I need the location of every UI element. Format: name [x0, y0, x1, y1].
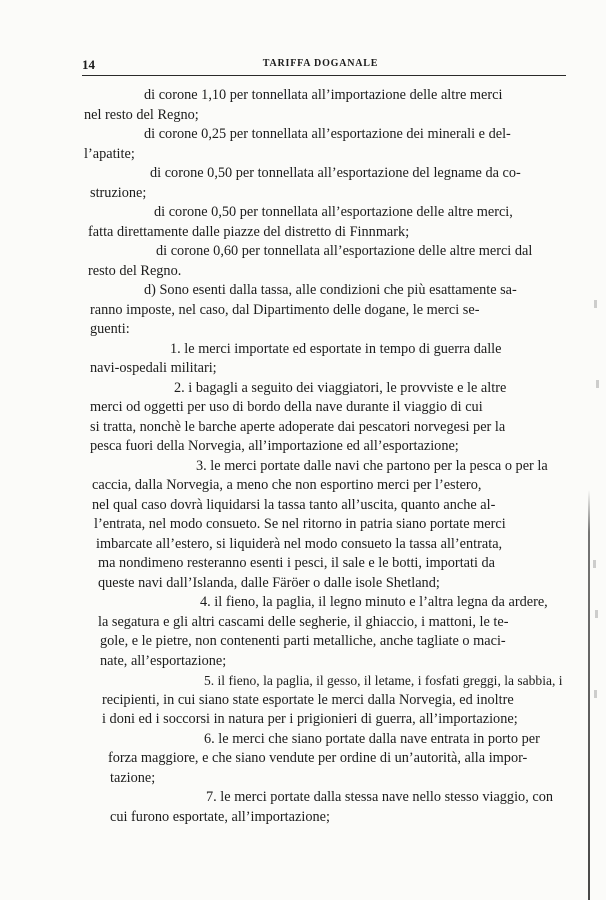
text-line: queste navi dall’Islanda, dalle Färöer o dalle isole Shetland;	[98, 574, 440, 591]
page-number: 14	[82, 57, 95, 72]
text-line: di corone 0,50 per tonnellata all’esportazione delle altre merci,	[154, 204, 513, 220]
text-line: pesca fuori della Norvegia, all’importazione ed all’esportazione;	[90, 438, 459, 454]
text-line: ranno imposte, nel caso, dal Dipartimento delle dogane, le merci se-	[90, 301, 480, 318]
text-line: navi-ospedali militari;	[90, 360, 217, 376]
text-line: la segatura e gli altri cascami delle segherie, il ghiaccio, i mattoni, le te-	[98, 613, 509, 630]
text-line: imbarcate all’estero, si liquiderà nel modo consueto la tassa all’entrata,	[96, 535, 503, 552]
text-line: ma nondimeno resteranno esenti i pesci, il sale e le botti, importati da	[98, 555, 496, 571]
text-line: cui furono esportate, all’importazione;	[110, 808, 330, 825]
body-text	[84, 86, 568, 827]
scan-speck	[593, 560, 596, 568]
text-line: 5. il fieno, la paglia, il gesso, il letame, i fosfati greggi, la sabbia, i	[204, 673, 563, 688]
text-line: di corone 1,10 per tonnellata all’importazione delle altre merci	[144, 87, 503, 103]
page-header	[82, 57, 559, 73]
text-line: merci od oggetti per uso di bordo della nave durante il viaggio di cui	[90, 399, 483, 415]
text-line: 7. le merci portate dalla stessa nave nello stesso viaggio, con	[206, 789, 553, 805]
text-line: nel qual caso dovrà liquidarsi la tassa tanto all’uscita, quanto anche al-	[92, 496, 496, 513]
text-line: l’entrata, nel modo consueto. Se nel ritorno in patria siano portate merci	[94, 516, 506, 532]
scan-speck	[594, 300, 597, 308]
text-line: d) Sono esenti dalla tassa, alle condizioni che più esattamente sa-	[144, 282, 517, 298]
text-line: l’apatite;	[84, 145, 135, 162]
text-line: di corone 0,60 per tonnellata all’esportazione delle altre merci dal	[156, 243, 533, 259]
scan-speck	[594, 690, 597, 698]
text-line: nel resto del Regno;	[84, 106, 199, 123]
text-line: caccia, dalla Norvegia, a meno che non esportino merci per l’estero,	[92, 477, 482, 493]
text-line: guenti:	[90, 321, 130, 337]
text-line: forza maggiore, e che siano vendute per ordine di un’autorità, alla impor-	[108, 750, 528, 766]
text-line: i doni ed i soccorsi in natura per i prigionieri di guerra, all’importazione;	[102, 711, 518, 727]
text-line: 1. le merci importate ed esportate in tempo di guerra dalle	[170, 340, 502, 357]
text-line: fatta direttamente dalle piazze del distretto di Finnmark;	[88, 223, 410, 240]
scan-speck	[595, 610, 598, 618]
header-rule	[82, 75, 566, 76]
running-title: TARIFFA DOGANALE	[262, 58, 379, 69]
text-line: di corone 0,50 per tonnellata all’esportazione del legname da co-	[150, 165, 521, 181]
text-line: resto del Regno.	[88, 262, 182, 279]
text-line: tazione;	[110, 769, 156, 786]
text-line: 3. le merci portate dalle navi che partono per la pesca o per la	[196, 457, 548, 474]
text-line: si tratta, nonchè le barche aperte adoperate dai pescatori norvegesi per la	[90, 418, 506, 435]
scan-speck	[596, 380, 599, 388]
text-line: 2. i bagagli a seguito dei viaggiatori, le provviste e le altre	[174, 379, 507, 396]
text-line: gole, e le pietre, non contenenti parti metalliche, anche tagliate o maci-	[100, 633, 506, 649]
text-line: struzione;	[90, 184, 147, 201]
text-line: 6. le merci che siano portate dalla nave entrata in porto per	[204, 730, 540, 747]
text-line: 4. il fieno, la paglia, il legno minuto e l’altra legna da ardere,	[200, 594, 548, 610]
page-edge-shadow	[588, 490, 590, 900]
text-line: recipienti, in cui siano state esportate le merci dalla Norvegia, ed inoltre	[102, 691, 514, 708]
text-line: nate, all’esportazione;	[100, 652, 227, 669]
text-line: di corone 0,25 per tonnellata all’esportazione dei minerali e del-	[144, 126, 511, 142]
